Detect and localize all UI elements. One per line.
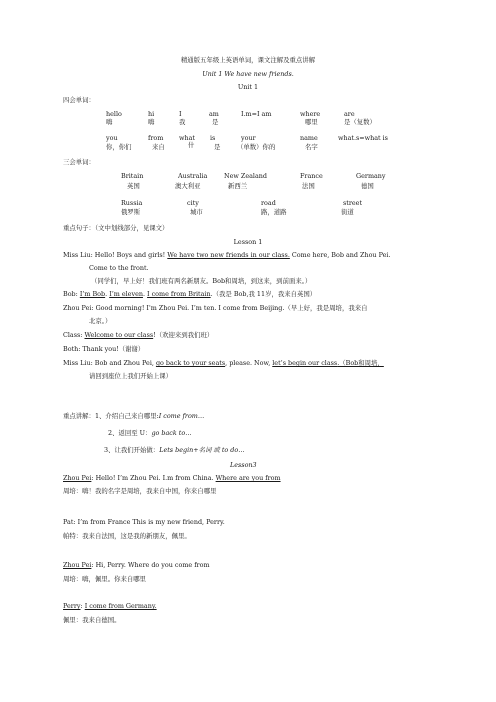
key-sentence: I’m eleven bbox=[109, 290, 143, 298]
word-en: city bbox=[187, 199, 199, 207]
speaker-name: Perry bbox=[63, 602, 81, 610]
word-zh: 德国 bbox=[361, 182, 374, 190]
translation: 帕特：我来自法国，这是我的新朋友，佩里。 bbox=[63, 532, 191, 540]
word-en: hi bbox=[148, 110, 155, 118]
word-zh: 哪里 bbox=[305, 118, 318, 126]
dialogue-line-class bbox=[63, 331, 213, 339]
unit-subtitle: Unit 1 We have new friends. bbox=[202, 70, 294, 78]
word-zh: 我 bbox=[179, 118, 186, 126]
word-zh: （单数）你的 bbox=[237, 143, 276, 151]
word-zh: 你，你们 bbox=[106, 143, 132, 151]
key-sentence: I’m Bob bbox=[79, 290, 106, 298]
dialogue-text: Class: bbox=[63, 331, 85, 339]
word-en: France bbox=[300, 172, 323, 180]
word-zh: 嗨 bbox=[148, 118, 155, 126]
dialogue-text: , please. Now, bbox=[225, 359, 273, 367]
word-en: from bbox=[148, 134, 164, 142]
three-words-heading: 三会单词： bbox=[63, 158, 95, 166]
unit-label: Unit 1 bbox=[237, 83, 259, 91]
document-title: 精通版五年级上英语单词，课文注解及重点讲解 bbox=[180, 56, 316, 64]
dialogue-text: Bob: bbox=[63, 290, 80, 298]
word-en: am bbox=[209, 110, 219, 118]
key-point bbox=[63, 412, 204, 420]
translation: 北京。） bbox=[89, 317, 112, 325]
word-en: hello bbox=[106, 110, 122, 118]
word-zh: 澳大利亚 bbox=[175, 182, 201, 190]
dialogue-line-both: Both: Thank you!（谢谢） bbox=[63, 345, 145, 353]
translation: 佩里：我来自德国。 bbox=[63, 616, 121, 624]
word-en: what.s=what is bbox=[338, 134, 388, 142]
word-zh: 法国 bbox=[302, 182, 315, 190]
dialogue-line-zhou-pei bbox=[63, 561, 210, 569]
word-zh: 是（复数） bbox=[344, 118, 376, 126]
word-en: Germany bbox=[356, 172, 386, 180]
dialogue-line-bob bbox=[63, 290, 316, 298]
word-zh: 街道 bbox=[341, 208, 354, 216]
word-en: I.m=I am bbox=[241, 110, 272, 118]
dialogue-text: . bbox=[142, 290, 148, 298]
translation: .（我是 Bob,我 11岁，我来自英国） bbox=[210, 290, 317, 298]
word-en: I bbox=[179, 110, 182, 118]
word-en: is bbox=[210, 134, 216, 142]
word-zh: 路，道路 bbox=[261, 208, 287, 216]
key-sentence: I come from Germany. bbox=[84, 602, 157, 610]
dialogue-text: : bbox=[80, 602, 85, 610]
dialogue-line-perry bbox=[63, 602, 157, 610]
key-points-heading: 重点讲解： bbox=[63, 412, 95, 420]
translation: !（欢迎来到我们班） bbox=[153, 331, 214, 339]
word-en: Australia bbox=[178, 172, 208, 180]
dialogue-text: : Hello! I’m Zhou Pei. I.m from China. bbox=[91, 474, 216, 482]
key-sentence: We have two new friends in our class. bbox=[167, 251, 290, 259]
word-en: what bbox=[179, 134, 195, 142]
word-en: Russia bbox=[121, 199, 143, 207]
dialogue-text: . bbox=[105, 290, 110, 298]
dialogue-text: Come here, Bob and Zhou Pei. bbox=[289, 251, 391, 259]
dialogue-line-pat: Pat: I’m from France This is my new friend, Perry. bbox=[63, 518, 225, 526]
word-en: where bbox=[300, 110, 321, 118]
word-zh: 是 bbox=[214, 143, 221, 151]
word-en: are bbox=[344, 110, 355, 118]
translation: .（Bob和周培， bbox=[337, 359, 384, 367]
key-sentence: let’s begin our class bbox=[272, 359, 338, 367]
word-en: New Zealand bbox=[224, 172, 267, 180]
word-zh: 俄罗斯 bbox=[121, 208, 141, 216]
dialogue-text: Miss Liu: Bob and Zhou Pei, bbox=[63, 359, 156, 367]
lesson3-title: Lesson3 bbox=[230, 461, 257, 469]
word-en: your bbox=[241, 134, 256, 142]
key-point-label: 1、介绍自己来自哪里: bbox=[94, 412, 159, 420]
dialogue-line-miss-liu bbox=[63, 251, 390, 259]
speaker-name: Zhou Pei bbox=[63, 474, 92, 482]
dialogue-line-miss-liu bbox=[63, 359, 384, 367]
four-words-heading: 四会单词： bbox=[63, 96, 95, 104]
word-zh: 嗨 bbox=[106, 118, 113, 126]
key-point bbox=[104, 446, 245, 454]
key-point-phrase: Lets begin+名词 或 to do… bbox=[159, 446, 245, 454]
key-sentences-heading: 重点句子：（文中划线部分，见课文） bbox=[63, 224, 169, 232]
word-zh: 来自 bbox=[152, 143, 165, 151]
key-sentence: Welcome to our class bbox=[84, 331, 154, 339]
key-point-label: 2、返回至 U： bbox=[108, 429, 152, 437]
dialogue-continuation: Come to the front. bbox=[89, 264, 149, 272]
word-en: road bbox=[261, 199, 276, 207]
dialogue-text: Miss Liu: Hello! Boys and girls! bbox=[63, 251, 168, 259]
word-en: name bbox=[300, 134, 318, 142]
word-en: street bbox=[343, 199, 363, 207]
word-zh: 什 bbox=[188, 141, 195, 149]
dialogue-text: : Hi, Perry. Where do you come from bbox=[91, 561, 210, 569]
lesson1-title: Lesson 1 bbox=[233, 238, 263, 246]
key-sentence: Where are you from bbox=[215, 474, 281, 482]
key-point bbox=[108, 429, 192, 437]
word-zh: 名字 bbox=[305, 143, 318, 151]
key-point-label: 3、让我们开始做： bbox=[104, 446, 160, 454]
speaker-name: Zhou Pei bbox=[63, 561, 92, 569]
key-sentence: go back to your seats bbox=[155, 359, 226, 367]
translation: （同学们，早上好！我们班有两名新朋友。Bob和周培，到这来，到前面来。） bbox=[91, 277, 312, 285]
key-point-phrase: go back to… bbox=[151, 429, 192, 437]
word-en: Britain bbox=[121, 172, 144, 180]
translation: 请回到座位上我们开始上课） bbox=[89, 372, 173, 380]
key-sentence: I come from Britain bbox=[147, 290, 211, 298]
translation: 周培：嗨，佩里。你来自哪里 bbox=[63, 575, 147, 583]
word-zh: 城市 bbox=[190, 208, 203, 216]
dialogue-line-zhou-pei: Zhou Pei: Good morning! I'm Zhou Pei. I’m ten. I come from Beijing.（早上好，我是周培，我来自 bbox=[63, 304, 368, 312]
key-point-phrase: I come from… bbox=[158, 412, 205, 420]
dialogue-line-zhou-pei bbox=[63, 474, 281, 482]
translation: 周培：嗨！我的名字是周培，我来自中国，你来自哪里 bbox=[63, 487, 217, 495]
word-zh: 英国 bbox=[127, 182, 140, 190]
word-zh: 新西兰 bbox=[228, 182, 248, 190]
word-en: you bbox=[106, 134, 118, 142]
word-zh: 是 bbox=[212, 118, 219, 126]
